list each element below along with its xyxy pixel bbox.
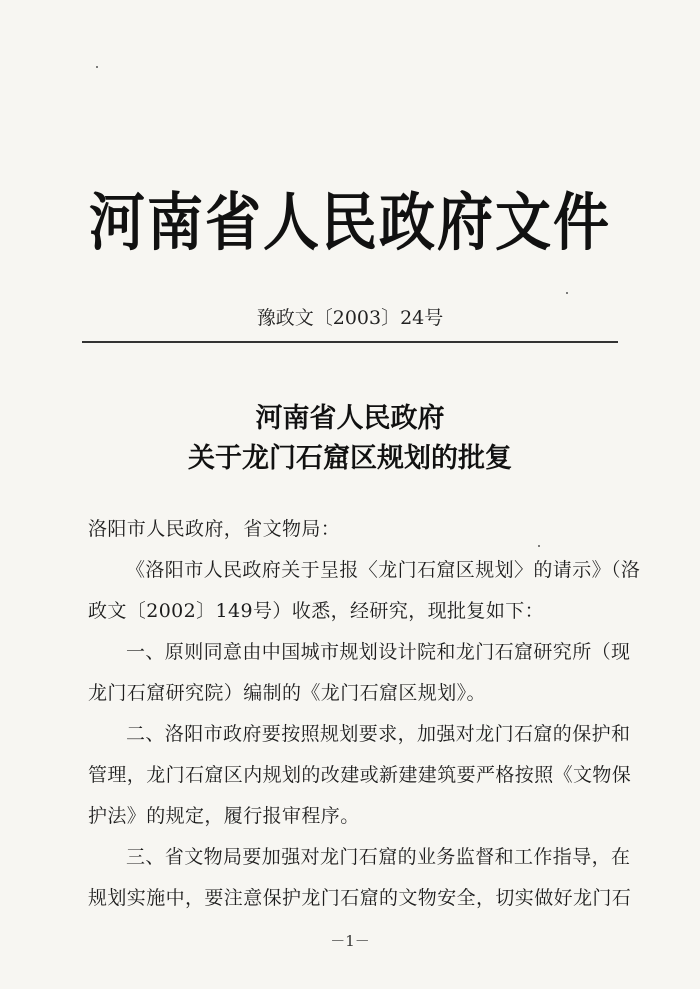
document-masthead: 河南省人民政府文件: [89, 185, 611, 260]
document-title-line-2: 关于龙门石窟区规划的批复: [188, 443, 512, 474]
body-line: 管理，龙门石窟区内规划的改建或新建建筑要严格按照《文物保: [88, 764, 632, 786]
body-line: 二、洛阳市政府要按照规划要求，加强对龙门石窟的保护和: [126, 723, 631, 745]
body-line: 护法》的规定，履行报审程序。: [88, 805, 360, 827]
body-line-addressee: 洛阳市人民政府，省文物局：: [88, 518, 341, 540]
page-number: －1－: [330, 932, 370, 950]
header-divider: [82, 341, 618, 343]
body-line: 一、原则同意由中国城市规划设计院和龙门石窟研究所（现: [126, 641, 631, 663]
document-number: 豫政文〔2003〕24号: [256, 307, 444, 329]
body-line: 规划实施中，要注意保护龙门石窟的文物安全，切实做好龙门石: [88, 887, 632, 909]
document-title-line-1: 河南省人民政府: [255, 403, 445, 434]
scan-speck: [538, 545, 540, 547]
body-line: 三、省文物局要加强对龙门石窟的业务监督和工作指导，在: [126, 846, 631, 868]
body-line: 龙门石窟研究院）编制的《龙门石窟区规划》。: [88, 682, 486, 704]
scan-speck: [566, 292, 568, 294]
scan-speck: [96, 66, 98, 68]
body-line: 《洛阳市人民政府关于呈报〈龙门石窟区规划〉的请示》（洛: [126, 559, 641, 581]
body-line: 政文〔2002〕149号）收悉，经研究，现批复如下：: [88, 600, 545, 622]
